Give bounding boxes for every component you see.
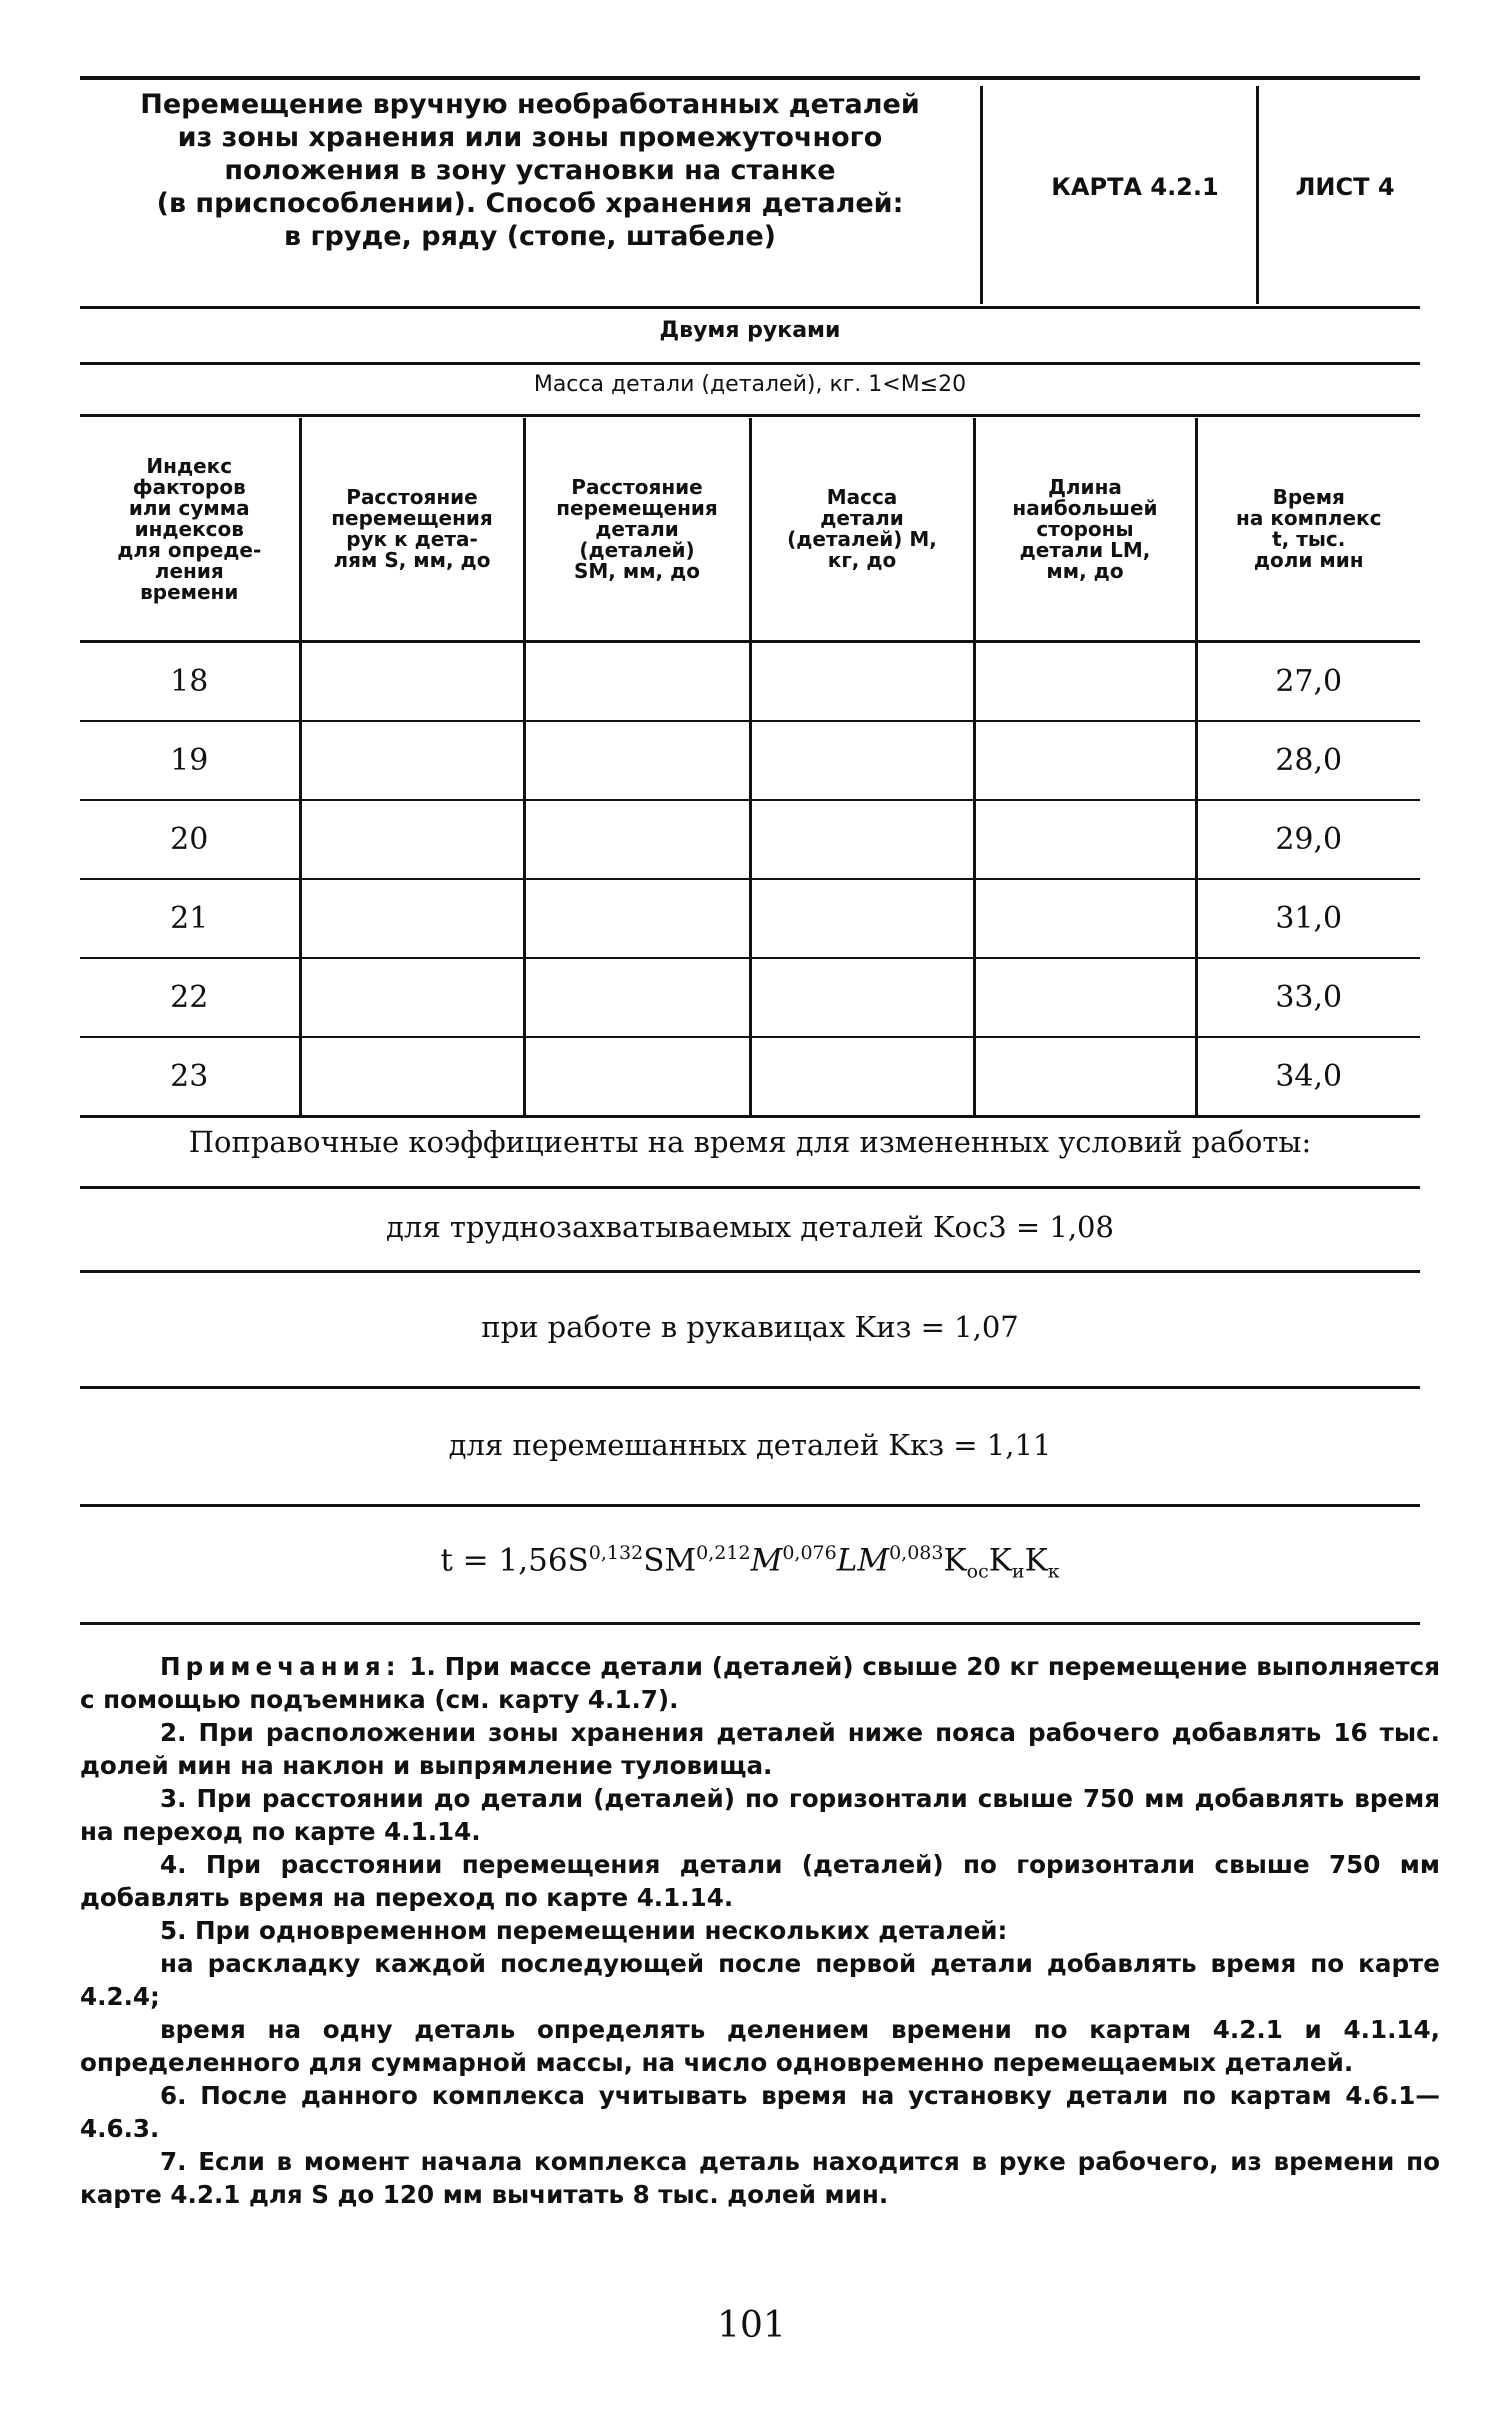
note-2: 2. При расположении зоны хранения деталей ниже пояса рабочего добавлять 16 тыс. долей мин на наклон и выпрямление туловища. [80, 1718, 1440, 1780]
hands-caption: Двумя руками [659, 318, 841, 343]
empty-cell [524, 1037, 750, 1117]
empty-cell [750, 1037, 974, 1117]
index-cell: 21 [80, 879, 300, 958]
formula-rule [80, 1622, 1420, 1625]
formula-subscript: к [1047, 1560, 1060, 1583]
note-1 [80, 1650, 1440, 1716]
formula-term: M [750, 1542, 783, 1579]
column-header: Длина наибольшей стороны детали LM, мм, до [974, 418, 1196, 642]
formula-exponent: 0,212 [696, 1542, 751, 1564]
empty-cell [300, 721, 524, 800]
empty-cell [974, 1037, 1196, 1117]
column-header: Расстояние перемещения рук к дета- лям S, мм, до [300, 418, 524, 642]
formula-term: K [943, 1542, 967, 1579]
time-cell: 28,0 [1196, 721, 1420, 800]
note-4: 4. При расстоянии перемещения детали (деталей) по горизонтали свыше 750 мм добавлять время на переход по карте 4.1.14. [80, 1850, 1440, 1912]
note-7: 7. Если в момент начала комплекса деталь находится в руке рабочего, из времени по карте 4.2.1 для S до 120 мм вычитать 8 тыс. долей мин. [80, 2147, 1440, 2209]
formula-subscript: ос [966, 1560, 989, 1583]
time-formula [80, 1542, 1420, 1583]
index-cell: 23 [80, 1037, 300, 1117]
formula-exponent: 0,132 [588, 1542, 644, 1564]
column-header: Расстояние перемещения детали (деталей) SM, мм, до [524, 418, 750, 642]
index-cell: 22 [80, 958, 300, 1037]
page-number: 101 [717, 2305, 786, 2346]
note-5: 5. При одновременном перемещении нескольких деталей: [160, 1916, 1008, 1945]
correction-item: при работе в рукавицах Kиз = 1,07 [481, 1310, 1019, 1344]
column-header: Индекс факторов или сумма индексов для опреде- ления времени [80, 418, 300, 642]
sheet-number: ЛИСТ 4 [1295, 173, 1395, 201]
index-cell: 20 [80, 800, 300, 879]
time-cell: 34,0 [1196, 1037, 1420, 1117]
index-cell: 19 [80, 721, 300, 800]
table-row [80, 879, 1420, 958]
time-cell: 33,0 [1196, 958, 1420, 1037]
card-title: Перемещение вручную необработанных деталей из зоны хранения или зоны промежуточного положения в зону установки на станке (в приспособлении). Способ хранения деталей: в груде, ряду (стопе, штабеле) [140, 89, 920, 252]
table-row [80, 1037, 1420, 1117]
formula-term: K [1024, 1542, 1048, 1579]
table-row [80, 642, 1420, 722]
card-header [80, 78, 1420, 310]
empty-cell [524, 642, 750, 722]
empty-cell [524, 879, 750, 958]
empty-cell [524, 800, 750, 879]
header-divider-2 [1256, 86, 1259, 304]
formula-term: SM [643, 1542, 697, 1579]
note-5a: на раскладку каждой последующей после первой детали добавлять время по карте 4.2.4; [80, 1949, 1440, 2011]
index-cell: 18 [80, 642, 300, 722]
empty-cell [750, 800, 974, 879]
mass-rule [80, 414, 1420, 417]
correction-item: для перемешанных деталей Kкз = 1,11 [448, 1428, 1052, 1462]
header-bottom-rule [80, 306, 1420, 309]
time-cell: 27,0 [1196, 642, 1420, 722]
notes-label: Примечания: [160, 1652, 401, 1681]
empty-cell [750, 721, 974, 800]
formula-term: K [988, 1542, 1012, 1579]
correction-item: для труднозахватываемых деталей Kос3 = 1,08 [386, 1210, 1114, 1244]
empty-cell [300, 1037, 524, 1117]
header-divider-1 [980, 86, 983, 304]
card-number: КАРТА 4.2.1 [1051, 173, 1219, 201]
corrections-rule-3 [80, 1386, 1420, 1389]
corrections-rule-2 [80, 1270, 1420, 1273]
empty-cell [300, 958, 524, 1037]
formula-subscript: и [1011, 1560, 1025, 1583]
note-3: 3. При расстоянии до детали (деталей) по горизонтали свыше 750 мм добавлять время на переход по карте 4.1.14. [80, 1784, 1440, 1846]
empty-cell [974, 721, 1196, 800]
table-row [80, 800, 1420, 879]
mass-range-caption: Масса детали (деталей), кг. 1<M≤20 [533, 372, 967, 397]
empty-cell [300, 879, 524, 958]
hands-rule [80, 362, 1420, 365]
formula-exponent: 0,083 [889, 1542, 944, 1564]
formula-term: LM [836, 1542, 890, 1579]
empty-cell [524, 721, 750, 800]
corrections-title: Поправочные коэффициенты на время для измененных условий работы: [188, 1125, 1312, 1159]
corrections-rule-4 [80, 1504, 1420, 1507]
note-text: 1. При массе детали (деталей) свыше 20 кг перемещение выполняется с помощью подъемника (см. карту 4.1.7). [80, 1652, 1440, 1714]
empty-cell [974, 800, 1196, 879]
table-header-row [80, 418, 1420, 642]
corrections-rule-1 [80, 1186, 1420, 1189]
time-cell: 31,0 [1196, 879, 1420, 958]
empty-cell [750, 642, 974, 722]
empty-cell [974, 642, 1196, 722]
formula-prefix: t = 1,56S [440, 1542, 589, 1579]
time-cell: 29,0 [1196, 800, 1420, 879]
empty-cell [300, 642, 524, 722]
time-table [80, 418, 1420, 1118]
column-header: Масса детали (деталей) M, кг, до [750, 418, 974, 642]
note-6: 6. После данного комплекса учитывать время на установку детали по картам 4.6.1—4.6.3. [80, 2081, 1440, 2143]
empty-cell [524, 958, 750, 1037]
empty-cell [750, 958, 974, 1037]
table-row [80, 958, 1420, 1037]
empty-cell [300, 800, 524, 879]
empty-cell [974, 958, 1196, 1037]
column-header: Время на комплекс t, тыс. доли мин [1196, 418, 1420, 642]
empty-cell [974, 879, 1196, 958]
formula-exponent: 0,076 [782, 1542, 837, 1564]
notes-section [80, 1650, 1440, 2211]
empty-cell [750, 879, 974, 958]
table-row [80, 721, 1420, 800]
note-5b: время на одну деталь определять делением времени по картам 4.2.1 и 4.1.14, определенного для суммарной массы, на число одновременно перемещаемых деталей. [80, 2015, 1440, 2077]
